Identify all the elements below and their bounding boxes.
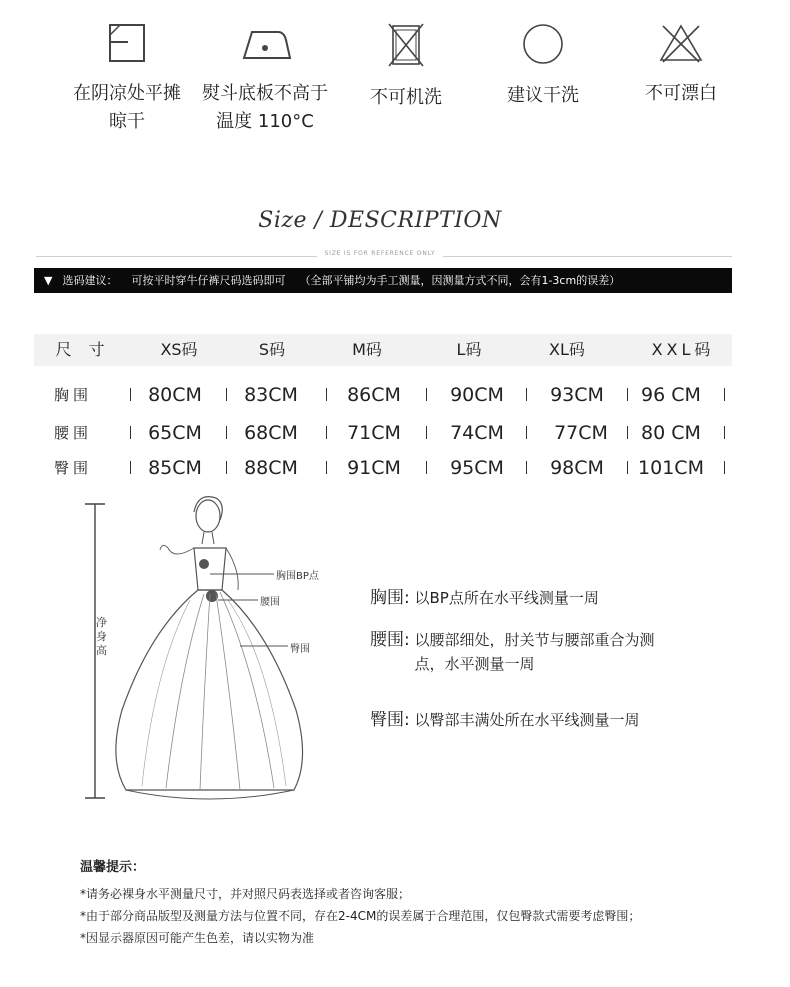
note-key: 胸围: [370, 588, 410, 608]
iron-low-icon [238, 22, 292, 64]
tips-line: *请务必裸身水平测量尺寸，并对照尺码表选择或者咨询客服； [80, 887, 411, 901]
separator [326, 426, 327, 439]
size-advice-bar [34, 268, 732, 293]
separator [724, 388, 725, 401]
table-cell: 90CM [450, 384, 504, 406]
table-row-chest [34, 380, 732, 410]
table-cell: 65CM [148, 422, 202, 444]
no-machine-wash-icon [385, 22, 427, 68]
table-cell: 83CM [244, 384, 298, 406]
table-row-waist [34, 418, 732, 448]
callout-chest: 胸围BP点 [276, 571, 319, 582]
note-text: 以BP点所在水平线测量一周 [414, 589, 599, 607]
size-table-header [34, 334, 732, 366]
dry-clean-icon [521, 22, 565, 66]
header-label: 尺 寸 [55, 340, 111, 359]
separator [724, 461, 725, 474]
table-cell: 91CM [347, 457, 401, 479]
care-label: 在阴凉处平摊 晾干 [73, 83, 181, 132]
description-subtitle: SIZE IS FOR REFERENCE ONLY [0, 250, 760, 257]
row-label: 腰围 [54, 424, 93, 442]
no-bleach-icon [657, 22, 705, 64]
tips-line: *因显示器原因可能产生色差，请以实物为准 [80, 931, 315, 945]
dry-flat-shade-icon [106, 22, 148, 64]
size-col-xxl: XXL码 [651, 340, 715, 359]
separator [724, 426, 725, 439]
care-dry-flat [52, 22, 202, 136]
table-cell: 98CM [550, 457, 604, 479]
size-col-xs: XS码 [160, 340, 198, 359]
care-label: 不可机洗 [370, 87, 442, 108]
tips-title: 温馨提示： [80, 860, 146, 875]
size-col-l: L码 [456, 340, 482, 359]
table-cell: 101CM [638, 457, 704, 479]
care-no-bleach [606, 22, 756, 108]
separator [426, 388, 427, 401]
separator [426, 461, 427, 474]
table-cell: 80CM [148, 384, 202, 406]
row-label: 胸围 [54, 386, 93, 404]
table-cell: 95CM [450, 457, 504, 479]
height-label: 净身高 [96, 616, 107, 657]
table-cell: 71CM [347, 422, 401, 444]
separator [526, 426, 527, 439]
size-col-m: M码 [352, 340, 382, 359]
tips-line: *由于部分商品版型及测量方法与位置不同，存在2-4CM的误差属于合理范围，仅包臀款式需要考虑臀围； [80, 909, 641, 923]
separator [526, 461, 527, 474]
separator [326, 388, 327, 401]
note-key: 臀围: [370, 710, 410, 730]
separator [426, 426, 427, 439]
table-row-hip [34, 453, 732, 483]
measure-note-hip [370, 708, 640, 732]
note-text: 以腰部细处，肘关节与腰部重合为测 点，水平测量一周 [414, 631, 655, 673]
callout-waist: 腰围 [260, 597, 280, 608]
separator [326, 461, 327, 474]
table-cell: 96 CM [641, 384, 701, 406]
measure-note-chest [370, 586, 599, 610]
care-dry-clean [468, 22, 618, 110]
table-cell: 68CM [244, 422, 298, 444]
separator [526, 388, 527, 401]
care-no-machine-wash [331, 22, 481, 112]
care-label: 建议干洗 [507, 85, 579, 106]
advice-label: 选码建议： [62, 274, 118, 287]
triangle-down-icon: ▼ [44, 274, 53, 287]
care-label: 熨斗底板不高于 温度 110°C [202, 83, 328, 132]
table-cell: 80 CM [641, 422, 701, 444]
size-col-xl: XL码 [549, 340, 585, 359]
measure-note-waist [370, 628, 675, 676]
note-key: 腰围: [370, 630, 410, 650]
table-cell: 74CM [450, 422, 504, 444]
advice-hint: 可按平时穿牛仔裤尺码选码即可 [131, 274, 286, 287]
table-cell: 93CM [550, 384, 604, 406]
tips [80, 856, 640, 949]
table-cell: 86CM [347, 384, 401, 406]
care-iron [190, 22, 340, 136]
callout-hip: 臀围 [290, 644, 310, 655]
care-label: 不可漂白 [645, 83, 717, 104]
row-label: 臀围 [54, 459, 93, 477]
description-title: Size / DESCRIPTION [258, 208, 502, 233]
table-cell: 85CM [148, 457, 202, 479]
advice-note: （全部平铺均为手工测量，因测量方式不同，会有1-3cm的误差） [299, 274, 621, 287]
size-col-s: S码 [258, 340, 286, 359]
note-text: 以臀部丰满处所在水平线测量一周 [414, 711, 640, 729]
table-cell: 77CM [554, 422, 608, 444]
table-cell: 88CM [244, 457, 298, 479]
